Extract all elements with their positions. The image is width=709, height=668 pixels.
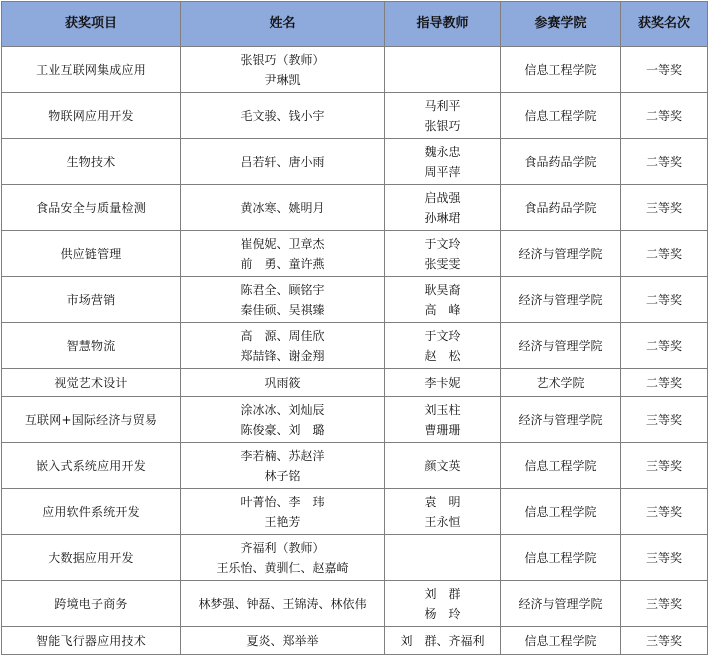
cell-college: 食品药品学院 [501, 185, 621, 231]
cell-rank: 二等奖 [621, 139, 708, 185]
table-row [2, 277, 708, 323]
cell-project: 食品安全与质量检测 [2, 185, 181, 231]
cell-names [181, 47, 385, 93]
cell-rank: 二等奖 [621, 323, 708, 369]
cell-advisors-line: 袁 明 [424, 494, 461, 509]
header-advisors: 指导教师 [385, 2, 501, 47]
cell-advisors [385, 277, 501, 323]
cell-advisors [385, 397, 501, 443]
cell-project: 嵌入式系统应用开发 [2, 443, 181, 489]
cell-advisors-line: 赵 松 [424, 348, 461, 363]
cell-advisors [385, 231, 501, 277]
cell-advisors-line: 刘 群、齐福利 [400, 633, 485, 648]
table-row [2, 93, 708, 139]
cell-project: 大数据应用开发 [2, 535, 181, 581]
cell-names [181, 443, 385, 489]
cell-rank: 三等奖 [621, 535, 708, 581]
cell-names [181, 627, 385, 655]
cell-project: 跨境电子商务 [2, 581, 181, 627]
cell-advisors-line: 马利平 [424, 98, 461, 113]
cell-names-line: 林子铭 [264, 468, 301, 483]
cell-names-line: 夏炎、郑举举 [246, 633, 319, 648]
cell-advisors-line: 于文玲 [424, 328, 461, 343]
cell-names-line: 尹琳凯 [264, 72, 301, 87]
cell-college: 食品药品学院 [501, 139, 621, 185]
cell-project: 物联网应用开发 [2, 93, 181, 139]
cell-names-line: 张银巧（教师） [240, 52, 325, 67]
table-row [2, 397, 708, 443]
cell-advisors-line: 杨 玲 [424, 606, 461, 621]
cell-project: 供应链管理 [2, 231, 181, 277]
cell-project: 生物技术 [2, 139, 181, 185]
cell-rank: 一等奖 [621, 47, 708, 93]
cell-advisors-line: 王永恒 [424, 514, 461, 529]
table-row [2, 369, 708, 397]
cell-college: 信息工程学院 [501, 443, 621, 489]
cell-names [181, 323, 385, 369]
cell-names [181, 581, 385, 627]
cell-advisors [385, 323, 501, 369]
cell-advisors-line: 张雯雯 [424, 256, 461, 271]
cell-college: 信息工程学院 [501, 627, 621, 655]
cell-names-line: 高 源、周佳欣 [240, 328, 325, 343]
cell-advisors-line: 刘 群 [424, 586, 461, 601]
header-project: 获奖项目 [2, 2, 181, 47]
cell-names [181, 277, 385, 323]
cell-names-line: 郑喆锋、谢金翔 [240, 348, 325, 363]
cell-project: 市场营销 [2, 277, 181, 323]
cell-advisors-line: 耿昊裔 [424, 282, 461, 297]
cell-names-line: 崔倪妮、卫章杰 [240, 236, 325, 251]
cell-rank: 二等奖 [621, 369, 708, 397]
award-table [1, 1, 708, 655]
cell-project: 互联网+国际经济与贸易 [2, 397, 181, 443]
cell-college: 信息工程学院 [501, 47, 621, 93]
cell-names-line: 陈俊豪、刘 璐 [240, 422, 325, 437]
header-names: 姓名 [181, 2, 385, 47]
header-rank: 获奖名次 [621, 2, 708, 47]
cell-advisors [385, 489, 501, 535]
table-body [2, 47, 708, 655]
cell-project: 视觉艺术设计 [2, 369, 181, 397]
cell-advisors [385, 535, 501, 581]
cell-names [181, 369, 385, 397]
cell-college: 信息工程学院 [501, 93, 621, 139]
cell-advisors [385, 93, 501, 139]
table-row [2, 581, 708, 627]
table-row [2, 185, 708, 231]
cell-college: 艺术学院 [501, 369, 621, 397]
cell-names-line: 李若楠、苏赵洋 [240, 448, 325, 463]
table-row [2, 627, 708, 655]
cell-advisors-line: 魏永忠 [424, 144, 461, 159]
cell-project: 工业互联网集成应用 [2, 47, 181, 93]
cell-names-line: 前 勇、童许燕 [240, 256, 325, 271]
cell-advisors-line: 周平萍 [424, 164, 461, 179]
cell-names [181, 489, 385, 535]
cell-names-line: 叶菁怡、李 玮 [240, 494, 325, 509]
cell-project: 智慧物流 [2, 323, 181, 369]
table-row [2, 231, 708, 277]
table-row [2, 323, 708, 369]
cell-advisors [385, 139, 501, 185]
cell-college: 经济与管理学院 [501, 231, 621, 277]
cell-rank: 三等奖 [621, 443, 708, 489]
header-college: 参赛学院 [501, 2, 621, 47]
cell-advisors-line: 高 峰 [424, 302, 461, 317]
cell-advisors-line: 李卡妮 [424, 375, 461, 390]
cell-names [181, 397, 385, 443]
cell-college: 信息工程学院 [501, 489, 621, 535]
cell-names [181, 231, 385, 277]
cell-college: 经济与管理学院 [501, 581, 621, 627]
cell-names-line: 巩雨筱 [264, 375, 301, 390]
cell-advisors-line: 孙琳珺 [424, 210, 461, 225]
cell-names [181, 93, 385, 139]
cell-advisors [385, 581, 501, 627]
cell-rank: 三等奖 [621, 185, 708, 231]
cell-names-line: 吕若轩、唐小雨 [240, 154, 325, 169]
cell-advisors-line: 张银巧 [424, 118, 461, 133]
cell-names-line: 林梦强、钟磊、王锦涛、林依伟 [198, 596, 367, 611]
cell-names-line: 毛文骏、钱小宇 [240, 108, 325, 123]
cell-project: 应用软件系统开发 [2, 489, 181, 535]
cell-rank: 二等奖 [621, 93, 708, 139]
cell-rank: 三等奖 [621, 397, 708, 443]
cell-names-line: 秦佳硕、吴祺臻 [240, 302, 325, 317]
table-row [2, 47, 708, 93]
cell-rank: 二等奖 [621, 231, 708, 277]
cell-advisors [385, 627, 501, 655]
table-row [2, 139, 708, 185]
cell-rank: 三等奖 [621, 581, 708, 627]
cell-names-line: 陈君全、顾铭宇 [240, 282, 325, 297]
cell-advisors [385, 47, 501, 93]
cell-college: 经济与管理学院 [501, 397, 621, 443]
cell-names-line: 涂冰冰、刘灿辰 [240, 402, 325, 417]
cell-names-line: 齐福利（教师） [240, 540, 325, 555]
cell-advisors-line: 于文玲 [424, 236, 461, 251]
cell-names-line: 王乐怡、黄驯仁、赵嘉崎 [216, 560, 349, 575]
table-row [2, 489, 708, 535]
cell-names [181, 185, 385, 231]
cell-names-line: 黄冰寒、姚明月 [240, 200, 325, 215]
cell-rank: 三等奖 [621, 489, 708, 535]
cell-college: 经济与管理学院 [501, 323, 621, 369]
cell-advisors [385, 443, 501, 489]
table-header-row [2, 2, 708, 47]
cell-rank: 二等奖 [621, 277, 708, 323]
cell-advisors-line: 曹珊珊 [424, 422, 461, 437]
cell-advisors-line: 颜文英 [424, 458, 461, 473]
cell-rank: 三等奖 [621, 627, 708, 655]
cell-college: 信息工程学院 [501, 535, 621, 581]
cell-names [181, 535, 385, 581]
cell-project: 智能飞行器应用技术 [2, 627, 181, 655]
table-row [2, 535, 708, 581]
cell-advisors-line: 启战强 [424, 190, 461, 205]
cell-names-line: 王艳芳 [264, 514, 301, 529]
cell-names [181, 139, 385, 185]
cell-advisors-line: 刘玉柱 [424, 402, 461, 417]
table-row [2, 443, 708, 489]
cell-advisors [385, 369, 501, 397]
cell-advisors [385, 185, 501, 231]
cell-college: 经济与管理学院 [501, 277, 621, 323]
